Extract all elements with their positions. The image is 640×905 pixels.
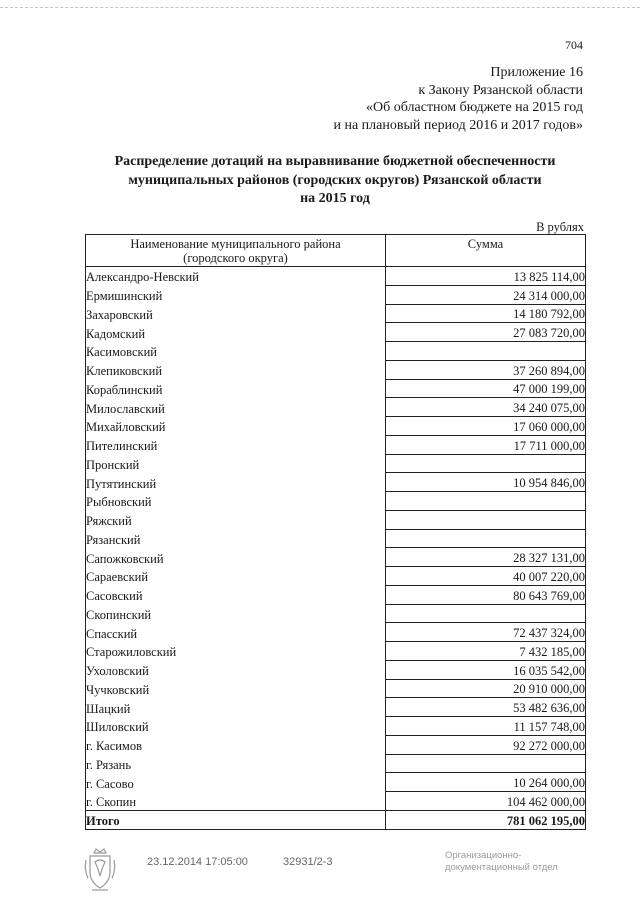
district-name: Клепиковский <box>86 360 386 379</box>
district-sum: 10 954 846,00 <box>386 473 586 492</box>
table-row <box>86 398 586 417</box>
district-sum: 27 083 720,00 <box>386 323 586 342</box>
department-stamp-line: документационный отдел <box>445 862 558 873</box>
district-sum <box>386 510 586 529</box>
district-name: Шиловский <box>86 717 386 736</box>
table-row <box>86 604 586 623</box>
district-name: Рыбновский <box>86 492 386 511</box>
district-name: Сасовский <box>86 585 386 604</box>
header-sum: Сумма <box>386 235 586 267</box>
table-row <box>86 510 586 529</box>
table-row <box>86 773 586 792</box>
district-sum: 16 035 542,00 <box>386 660 586 679</box>
table-row <box>86 304 586 323</box>
table-row <box>86 735 586 754</box>
total-sum: 781 062 195,00 <box>386 810 586 829</box>
district-name: Касимовский <box>86 342 386 361</box>
district-sum: 80 643 769,00 <box>386 585 586 604</box>
district-name: Шацкий <box>86 698 386 717</box>
table-row <box>86 548 586 567</box>
table-row <box>86 492 586 511</box>
district-sum: 104 462 000,00 <box>386 792 586 811</box>
district-sum: 92 272 000,00 <box>386 735 586 754</box>
table-row <box>86 267 586 286</box>
district-name: г. Касимов <box>86 735 386 754</box>
appendix-line: «Об областном бюджете на 2015 год <box>366 100 583 116</box>
district-name: Спасский <box>86 623 386 642</box>
table-row <box>86 529 586 548</box>
district-sum <box>386 454 586 473</box>
district-sum: 11 157 748,00 <box>386 717 586 736</box>
district-name: Пронский <box>86 454 386 473</box>
table-row <box>86 660 586 679</box>
district-name: Пителинский <box>86 435 386 454</box>
table-row <box>86 285 586 304</box>
total-label: Итого <box>86 810 386 829</box>
district-name: Александро-Невский <box>86 267 386 286</box>
total-row <box>86 810 586 829</box>
district-name: Скопинский <box>86 604 386 623</box>
district-name: Рязанский <box>86 529 386 548</box>
district-sum <box>386 754 586 773</box>
district-name: Сапожковский <box>86 548 386 567</box>
district-name: Ряжский <box>86 510 386 529</box>
district-name: Михайловский <box>86 417 386 436</box>
table-header <box>86 235 586 267</box>
subsidies-table <box>85 234 586 830</box>
district-sum: 34 240 075,00 <box>386 398 586 417</box>
table-row <box>86 623 586 642</box>
table-row <box>86 379 586 398</box>
district-name: Сараевский <box>86 567 386 586</box>
title-line: на 2015 год <box>300 191 370 206</box>
header-name-line1: Наименование муниципального района <box>130 237 341 251</box>
table-row <box>86 435 586 454</box>
table-row <box>86 717 586 736</box>
district-sum: 20 910 000,00 <box>386 679 586 698</box>
district-sum: 7 432 185,00 <box>386 642 586 661</box>
registration-number: 32931/2-3 <box>283 856 333 868</box>
district-name: Милославский <box>86 398 386 417</box>
table-row <box>86 754 586 773</box>
district-sum: 14 180 792,00 <box>386 304 586 323</box>
district-name: Кораблинский <box>86 379 386 398</box>
table-row <box>86 473 586 492</box>
district-name: Захаровский <box>86 304 386 323</box>
header-district-name <box>86 235 386 267</box>
table-row <box>86 323 586 342</box>
table-row <box>86 679 586 698</box>
district-name: Ермишинский <box>86 285 386 304</box>
title-line: муниципальных районов (городских округов) Рязанской области <box>128 172 542 188</box>
department-stamp <box>445 850 558 874</box>
table-row <box>86 360 586 379</box>
table-body <box>86 267 586 811</box>
district-sum: 47 000 199,00 <box>386 379 586 398</box>
title-line: Распределение дотаций на выравнивание бюджетной обеспеченности <box>114 154 556 169</box>
district-name: г. Сасово <box>86 773 386 792</box>
appendix-line: к Закону Рязанской области <box>418 82 583 98</box>
table-header-row <box>86 235 586 267</box>
district-name: Путятинский <box>86 473 386 492</box>
table-row <box>86 642 586 661</box>
document-title <box>85 153 585 209</box>
district-sum: 53 482 636,00 <box>386 698 586 717</box>
district-name: г. Скопин <box>86 792 386 811</box>
district-sum <box>386 529 586 548</box>
table-row <box>86 342 586 361</box>
district-sum <box>386 492 586 511</box>
department-stamp-line: Организационно- <box>445 850 522 861</box>
district-sum: 17 711 000,00 <box>386 435 586 454</box>
unit-label: В рублях <box>536 220 584 234</box>
district-sum: 13 825 114,00 <box>386 267 586 286</box>
table-row <box>86 792 586 811</box>
table-footer <box>86 810 586 829</box>
page-number: 704 <box>565 38 583 52</box>
district-name: Старожиловский <box>86 642 386 661</box>
table-row <box>86 567 586 586</box>
table-row <box>86 585 586 604</box>
district-name: Кадомский <box>86 323 386 342</box>
scan-edge-line <box>0 7 640 8</box>
district-sum: 24 314 000,00 <box>386 285 586 304</box>
table-row <box>86 417 586 436</box>
registration-datetime: 23.12.2014 17:05:00 <box>147 856 248 868</box>
table-row <box>86 698 586 717</box>
table-row <box>86 454 586 473</box>
district-sum: 28 327 131,00 <box>386 548 586 567</box>
district-sum: 17 060 000,00 <box>386 417 586 436</box>
header-name-line2: (городского округа) <box>183 251 288 265</box>
district-name: Чучковский <box>86 679 386 698</box>
district-sum <box>386 604 586 623</box>
appendix-line: Приложение 16 <box>490 65 583 80</box>
district-name: г. Рязань <box>86 754 386 773</box>
district-sum: 72 437 324,00 <box>386 623 586 642</box>
district-sum: 37 260 894,00 <box>386 360 586 379</box>
district-sum <box>386 342 586 361</box>
appendix-line: и на плановый период 2016 и 2017 годов» <box>333 118 583 134</box>
coat-of-arms-icon <box>82 846 118 892</box>
district-sum: 10 264 000,00 <box>386 773 586 792</box>
appendix-header <box>333 64 583 135</box>
district-sum: 40 007 220,00 <box>386 567 586 586</box>
district-name: Ухоловский <box>86 660 386 679</box>
